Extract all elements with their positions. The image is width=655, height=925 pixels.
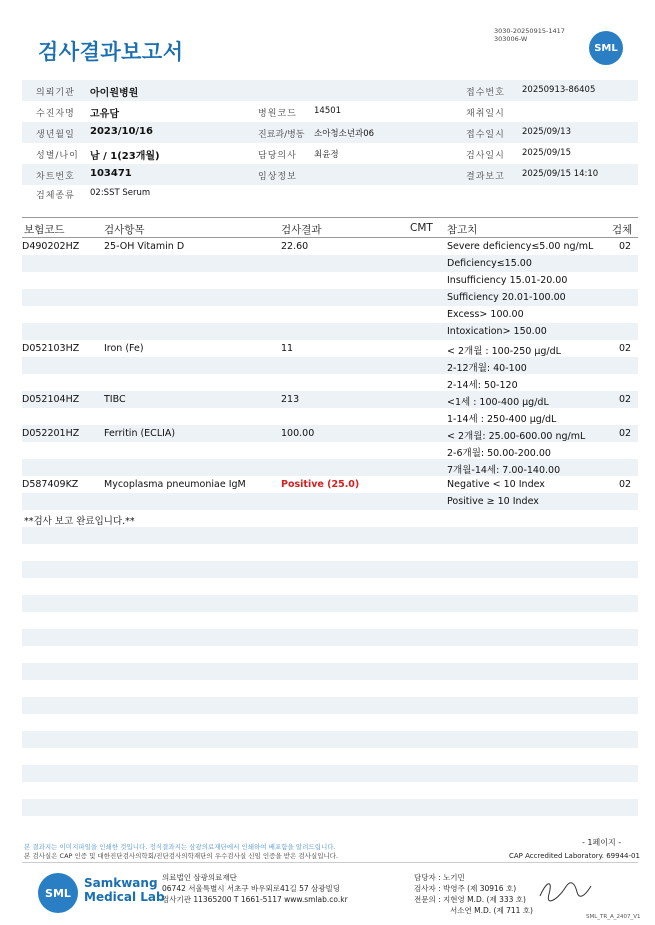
header-row-specimen xyxy=(22,183,638,204)
empty-row xyxy=(22,714,638,731)
cell-result: Positive (25.0) xyxy=(281,479,360,490)
table-row xyxy=(22,272,638,289)
empty-row xyxy=(22,646,638,663)
image-print-notice: 본 결과지는 이미지파일을 인쇄한 것입니다. 정식결과지는 삼광의료재단에서 인쇄하여 배포함을 알려드립니다. xyxy=(24,843,336,851)
table-row xyxy=(22,476,638,493)
header-row-sex-age xyxy=(22,143,638,164)
th-code: 보험코드 xyxy=(24,224,65,236)
table-row xyxy=(22,374,638,391)
empty-row xyxy=(22,748,638,765)
table-row xyxy=(22,238,638,255)
specimen-label: 검체종류 xyxy=(36,191,75,201)
test-date-value: 2025/09/15 xyxy=(522,148,571,158)
cell-ref: <1세 : 100-400 µg/dL xyxy=(447,397,549,408)
header-row-patient xyxy=(22,101,638,122)
table-row xyxy=(22,340,638,357)
cell-spec: 02 xyxy=(619,428,632,439)
cell-ref: Sufficiency 20.01-100.00 xyxy=(447,292,566,303)
cell-item: Ferritin (ECLIA) xyxy=(104,428,176,439)
result-date-label: 결과보고 xyxy=(466,172,505,182)
cell-ref: Excess> 100.00 xyxy=(447,309,524,320)
empty-row xyxy=(22,629,638,646)
empty-row xyxy=(22,527,638,544)
table-row xyxy=(22,442,638,459)
patient-label: 수진자명 xyxy=(36,109,75,119)
completion-row xyxy=(22,510,638,527)
table-row xyxy=(22,357,638,374)
cell-spec: 02 xyxy=(619,343,632,354)
doc-id-line1: 3030-20250915-1417 xyxy=(494,27,565,35)
doctor-value: 최윤정 xyxy=(314,150,339,160)
footer-sml-logo: SML xyxy=(38,873,78,913)
page-number: - 1페이지 - xyxy=(582,838,622,847)
cell-ref: 1-14세 : 250-400 µg/dL xyxy=(447,414,557,425)
collect-label: 채취일시 xyxy=(466,109,505,119)
receipt-date-label: 접수일시 xyxy=(466,130,505,140)
cell-spec: 02 xyxy=(619,394,632,405)
cell-item: 25-OH Vitamin D xyxy=(104,241,185,252)
cell-ref: < 2개월: 25.00-600.00 ng/mL xyxy=(447,431,586,442)
signature-icon xyxy=(535,876,595,906)
receipt-date-value: 2025/09/13 xyxy=(522,127,571,137)
staff-line1: 담당자 : 노기민 xyxy=(414,873,465,882)
th-item: 검사항목 xyxy=(104,224,145,236)
dept-value: 소아청소년과06 xyxy=(314,129,375,139)
cell-ref: Severe deficiency≤5.00 ng/mL xyxy=(447,241,594,252)
staff-line3: 전문의 : 지현영 M.D. (제 333 호) xyxy=(414,895,526,904)
cell-spec: 02 xyxy=(619,479,632,490)
cell-ref: 2-14세: 50-120 xyxy=(447,380,518,391)
report-title: 검사결과보고서 xyxy=(38,40,184,64)
table-row xyxy=(22,493,638,510)
cell-result: 11 xyxy=(281,343,294,354)
cell-item: Mycoplasma pneumoniae IgM xyxy=(104,479,246,490)
cell-code: D052104HZ xyxy=(22,394,80,405)
staff-line4: 서소연 M.D. (제 711 호) xyxy=(450,906,533,915)
cell-ref: Intoxication> 150.00 xyxy=(447,326,547,337)
patient-value: 고유담 xyxy=(90,109,119,120)
accreditation-notice: 본 검사실은 CAP 인증 및 대한진단검사의학회/진단검사의학재단의 우수검사실 신임 인증을 받은 검사실입니다. xyxy=(24,852,339,860)
cell-ref: 2-12개월: 40-100 xyxy=(447,363,527,374)
cell-item: TIBC xyxy=(104,394,126,405)
dob-label: 생년월일 xyxy=(36,130,75,140)
hospital-label: 의뢰기관 xyxy=(36,88,75,98)
lab-address xyxy=(162,872,348,905)
cell-ref: Positive ≥ 10 Index xyxy=(447,496,539,507)
specimen-value: 02:SST Serum xyxy=(90,188,151,198)
table-top-line xyxy=(22,217,638,218)
hosp-code-label: 병원코드 xyxy=(258,109,297,119)
cell-ref: Negative < 10 Index xyxy=(447,479,545,490)
table-row xyxy=(22,289,638,306)
empty-row xyxy=(22,680,638,697)
cell-code: D052201HZ xyxy=(22,428,80,439)
cell-ref: 7개월-14세: 7.00-140.00 xyxy=(447,465,561,476)
addr-line2: 06742 서울특별시 서초구 바우뫼로41길 57 삼광빌딩 xyxy=(162,884,341,893)
cell-result: 22.60 xyxy=(281,241,309,252)
cell-ref: Deficiency≤15.00 xyxy=(447,258,532,269)
hosp-code-value: 14501 xyxy=(314,106,342,116)
hospital-value: 아이원병원 xyxy=(90,88,139,99)
cell-ref: Insufficiency 15.01-20.00 xyxy=(447,275,568,286)
document-id xyxy=(494,27,565,43)
completion-note: **검사 보고 완료입니다.** xyxy=(24,516,135,527)
empty-row xyxy=(22,697,638,714)
empty-row xyxy=(22,578,638,595)
chart-label: 차트번호 xyxy=(36,172,75,182)
addr-line1: 의료법인 삼광의료재단 xyxy=(162,873,237,882)
table-row xyxy=(22,306,638,323)
empty-row xyxy=(22,816,638,833)
staff-line2: 검사자 : 박영주 (제 30916 호) xyxy=(414,884,517,893)
cell-code: D052103HZ xyxy=(22,343,80,354)
cell-result: 213 xyxy=(281,394,300,405)
sex-age-label: 성별/나이 xyxy=(36,151,79,161)
th-ref: 참고치 xyxy=(447,224,478,236)
dob-value: 2023/10/16 xyxy=(90,126,153,137)
test-date-label: 검사일시 xyxy=(466,151,505,161)
lab-staff xyxy=(414,872,533,916)
addr-line3: 검사기관 11365200 T 1661-5117 www.smlab.co.kr xyxy=(162,895,348,904)
cap-accreditation: CAP Accredited Laboratory. 69944-01 xyxy=(509,852,640,860)
cell-result: 100.00 xyxy=(281,428,315,439)
empty-row xyxy=(22,612,638,629)
header-row-dob xyxy=(22,122,638,143)
dept-label: 진료과/병동 xyxy=(258,130,305,140)
header-row-chart xyxy=(22,164,638,185)
cell-ref: < 2개월 : 100-250 µg/dL xyxy=(447,346,561,357)
form-id: SML_TR_A_2407_V1 xyxy=(586,914,641,920)
empty-row xyxy=(22,799,638,816)
receipt-no-value: 20250913-86405 xyxy=(522,85,596,95)
chart-value: 103471 xyxy=(90,168,132,179)
doctor-label: 담당의사 xyxy=(258,151,297,161)
brand-name xyxy=(84,876,165,904)
cell-spec: 02 xyxy=(619,241,632,252)
doc-id-line2: 303006-W xyxy=(494,35,528,43)
th-result: 검사결과 xyxy=(281,224,322,236)
empty-row xyxy=(22,731,638,748)
cell-item: Iron (Fe) xyxy=(104,343,144,354)
empty-row xyxy=(22,561,638,578)
table-row xyxy=(22,408,638,425)
cell-code: D490202HZ xyxy=(22,241,80,252)
cell-code: D587409KZ xyxy=(22,479,79,490)
empty-row xyxy=(22,782,638,799)
empty-row xyxy=(22,663,638,680)
th-cmt: CMT xyxy=(410,222,433,234)
empty-row xyxy=(22,595,638,612)
brand-line1: Samkwang xyxy=(84,876,158,890)
receipt-no-label: 접수번호 xyxy=(466,88,505,98)
sex-age-value: 남 / 1(23개월) xyxy=(90,151,160,162)
empty-row xyxy=(22,765,638,782)
th-spec: 검체 xyxy=(612,224,633,236)
result-date-value: 2025/09/15 14:10 xyxy=(522,169,599,179)
brand-line2: Medical Lab xyxy=(84,890,165,904)
table-row xyxy=(22,323,638,340)
footer-divider xyxy=(22,862,638,863)
table-row xyxy=(22,391,638,408)
table-row xyxy=(22,459,638,476)
header-row-hospital xyxy=(22,80,638,101)
table-row xyxy=(22,425,638,442)
clinical-label: 임상정보 xyxy=(258,172,297,182)
empty-row xyxy=(22,544,638,561)
table-row xyxy=(22,255,638,272)
cell-ref: 2-6개월: 50.00-200.00 xyxy=(447,448,551,459)
sml-logo: SML xyxy=(589,31,623,65)
